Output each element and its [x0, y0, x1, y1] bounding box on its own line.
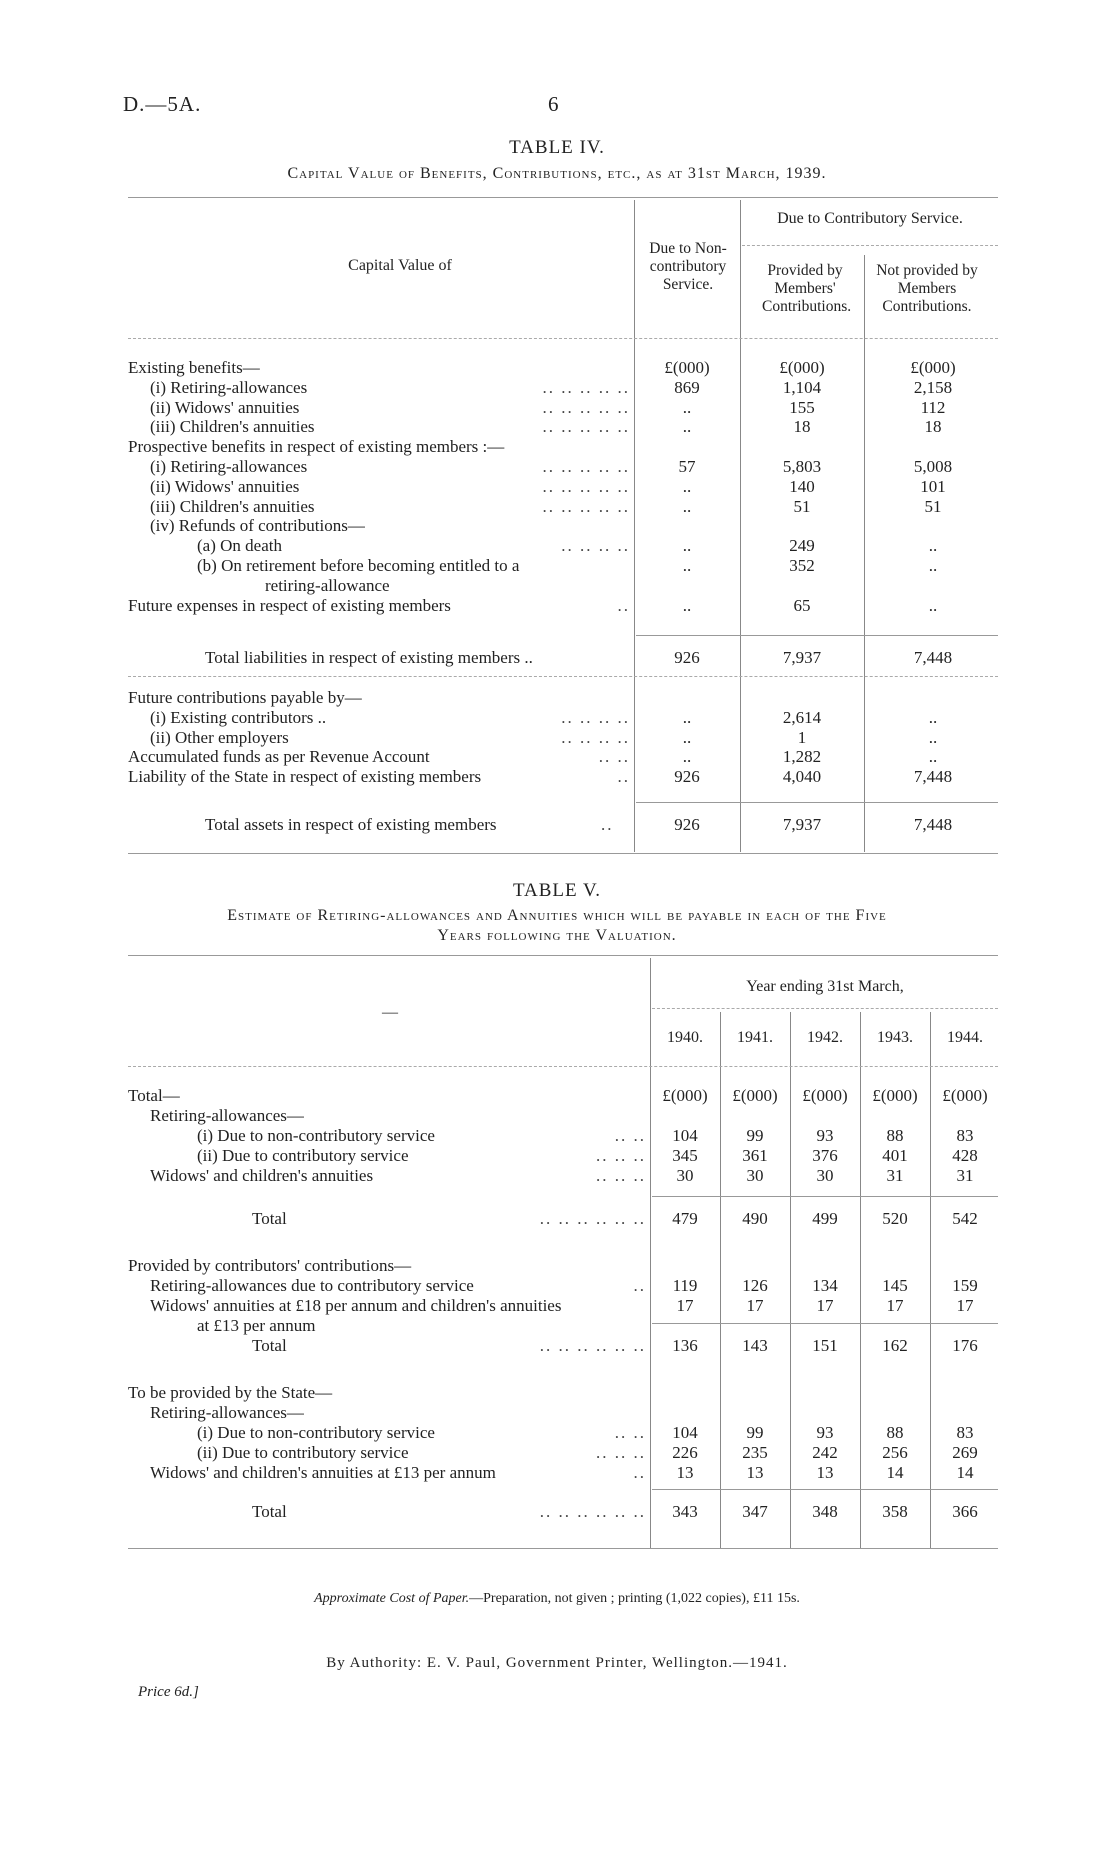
- table5-row-value: 17: [816, 1296, 834, 1315]
- table5-total3-label: Total: [252, 1502, 287, 1521]
- table4-row-label: retiring-allowance: [265, 575, 390, 595]
- table5-total2-value: 176: [952, 1336, 978, 1355]
- table5-row: [0, 1316, 1114, 1336]
- table5-subtitle-line2: Years following the Valuation.: [437, 927, 677, 944]
- table4-row: [0, 728, 1114, 748]
- table4-row-value: ..: [682, 476, 692, 496]
- table5-row-value: 30: [676, 1166, 694, 1185]
- table5-row-value: 88: [886, 1423, 904, 1442]
- table5-row-label: at £13 per annum: [197, 1316, 316, 1335]
- table4-row-value: 5,008: [913, 457, 953, 476]
- table4-row-leader-dots: .. ..: [598, 747, 630, 767]
- table4-row-value: 57: [678, 457, 696, 476]
- table4-header-provided: Provided by Members' Contributions.: [762, 262, 852, 315]
- table5-row-value: 88: [886, 1126, 904, 1145]
- table5-total3-value: 366: [952, 1502, 978, 1521]
- table4-row-label: (i) Existing contributors ..: [150, 707, 327, 727]
- table5-row-label: Retiring-allowances—: [150, 1106, 304, 1125]
- table5-total1-value: 499: [812, 1209, 838, 1228]
- table4-top-rule: [128, 197, 998, 198]
- table5-row-label: To be provided by the State—: [128, 1383, 333, 1402]
- table4-row-value: 1: [797, 727, 807, 747]
- table5-row-leader-dots: ..: [633, 1276, 646, 1295]
- table4-total-assets-a: 926: [674, 815, 700, 834]
- table4-row-value: 352: [789, 556, 815, 575]
- table5-row-value: 145: [882, 1276, 908, 1295]
- table5-total1-row: [0, 1209, 1114, 1229]
- table4-row-label: Accumulated funds as per Revenue Account: [128, 747, 430, 767]
- table5-row-value: 376: [812, 1146, 838, 1165]
- table4-row: [0, 516, 1114, 536]
- table4-row-leader-dots: .. .. .. .. ..: [542, 377, 630, 397]
- table4-row-label: Future expenses in respect of existing members: [128, 595, 451, 615]
- table5-row-value: 83: [956, 1126, 974, 1145]
- table5-header-dash: —: [382, 1004, 398, 1021]
- table4-row-leader-dots: .. .. .. ..: [561, 536, 630, 556]
- table4-row-label: (iv) Refunds of contributions—: [150, 516, 365, 536]
- table5-row-value: 126: [742, 1276, 768, 1295]
- table5-total1-rule: [652, 1196, 998, 1197]
- table5-subtitle-line1: Estimate of Retiring-allowances and Annuities which will be payable in each of the Five: [227, 907, 887, 924]
- table5-header-rule: [128, 1066, 998, 1067]
- table4-row-label: Future contributions payable by—: [128, 688, 362, 707]
- table5-total2-label: Total: [252, 1336, 287, 1355]
- table5-total1-value: 479: [672, 1209, 698, 1228]
- table4-row-label: (iii) Children's annuities: [150, 496, 315, 516]
- table4-row-value: 112: [920, 397, 946, 417]
- table4-row: [0, 477, 1114, 497]
- table4-row-leader-dots: ..: [617, 595, 630, 615]
- table4-row: [0, 556, 1114, 576]
- table5-row-label: Provided by contributors' contributions—: [128, 1256, 412, 1275]
- table5-bottom-rule: [128, 1548, 998, 1549]
- paper-cost-text: —Preparation, not given ; printing (1,022 copies), £11 15s.: [469, 1591, 800, 1606]
- table5-total1-value: 542: [952, 1209, 978, 1228]
- table5-row: [0, 1276, 1114, 1296]
- table5-total1-dots: .. .. .. .. .. ..: [539, 1209, 646, 1228]
- table5-total3-value: 358: [882, 1502, 908, 1521]
- table4-group-rule: [742, 245, 998, 246]
- table4-row-leader-dots: ..: [617, 767, 630, 787]
- table4-row-label: (b) On retirement before becoming entitled to a: [197, 556, 520, 575]
- page-number: 6: [548, 92, 559, 116]
- table5-total2-value: 162: [882, 1336, 908, 1355]
- table5-row-value: £(000): [872, 1086, 918, 1105]
- table5-row-label: Total—: [128, 1086, 180, 1105]
- table4-row-value: ..: [682, 707, 692, 727]
- table5-row-value: 99: [746, 1423, 764, 1442]
- table5-row-value: 345: [672, 1146, 698, 1165]
- table4-row-value: 51: [924, 496, 942, 516]
- table5-total3-rule: [652, 1489, 998, 1490]
- table5-row-leader-dots: .. .. ..: [596, 1166, 646, 1185]
- table4-row-value: 51: [793, 496, 811, 516]
- table4-row-value: £(000): [779, 358, 825, 377]
- table4-row-value: ..: [682, 397, 692, 417]
- table4-row: [0, 358, 1114, 378]
- table4-header-notprovided: Not provided by Members Contributions.: [876, 262, 978, 315]
- table5-row-label: Retiring-allowances—: [150, 1403, 304, 1422]
- table5-row: [0, 1126, 1114, 1146]
- table4-header-rule: [128, 338, 998, 339]
- table5-row-value: 31: [886, 1166, 904, 1185]
- table5-row-value: 13: [746, 1463, 764, 1482]
- table5-total3-value: 347: [742, 1502, 768, 1521]
- table4-row: [0, 688, 1114, 708]
- table5-row: [0, 1403, 1114, 1423]
- table4-row-value: ..: [928, 536, 938, 556]
- table5-row-value: 401: [882, 1146, 908, 1165]
- table5-row-value: 31: [956, 1166, 974, 1185]
- table4-row: [0, 596, 1114, 616]
- table5-total2-value: 143: [742, 1336, 768, 1355]
- table5-row-label: Widows' annuities at £18 per annum and children's annuities: [150, 1296, 562, 1315]
- table5-row-value: 256: [882, 1443, 908, 1462]
- table5-row-value: 104: [672, 1423, 698, 1442]
- table5-row-value: 269: [952, 1443, 978, 1462]
- table4-title: TABLE IV.: [509, 137, 605, 158]
- table5-row: [0, 1256, 1114, 1276]
- table5-header-year-group: Year ending 31st March,: [746, 978, 904, 995]
- table5-total2-dots: .. .. .. .. .. ..: [539, 1336, 646, 1355]
- table5-year-header: 1941.: [737, 1029, 773, 1046]
- table5-row: [0, 1086, 1114, 1106]
- table4-row: [0, 417, 1114, 437]
- table5-row-value: 159: [952, 1276, 978, 1295]
- table4-row: [0, 536, 1114, 556]
- table4-total-liabilities-b: 7,937: [782, 648, 822, 667]
- table4-row-leader-dots: .. .. .. ..: [561, 707, 630, 727]
- table5-title: TABLE V.: [512, 880, 602, 901]
- table5-row-value: 93: [816, 1423, 834, 1442]
- table4-total-assets-dots: ..: [601, 815, 614, 834]
- table4-row-value: 869: [674, 377, 700, 397]
- table4-row-value: 65: [793, 595, 811, 615]
- table4-row-label: (ii) Widows' annuities: [150, 397, 300, 417]
- table5-row: [0, 1423, 1114, 1443]
- table4-header-contrib: Due to Contributory Service.: [777, 210, 963, 227]
- table4-row-label: (ii) Widows' annuities: [150, 476, 300, 496]
- table5-row-leader-dots: ..: [633, 1463, 646, 1482]
- table5-total2-row: [0, 1336, 1114, 1356]
- table5-group-rule: [652, 1008, 998, 1009]
- paper-cost-note: [0, 1591, 1114, 1607]
- table4-row-value: ..: [682, 417, 692, 437]
- table5-total1-label: Total: [252, 1209, 287, 1228]
- table5-row-value: 30: [746, 1166, 764, 1185]
- table4-row-value: 249: [789, 536, 815, 556]
- table4-row-value: ..: [682, 556, 692, 575]
- table4-row-label: (a) On death: [197, 536, 282, 556]
- table5-row-label: Widows' and children's annuities at £13 per annum: [150, 1463, 496, 1482]
- table4-row-label: (i) Retiring-allowances: [150, 457, 308, 476]
- table5-row-value: 13: [816, 1463, 834, 1482]
- table5-row-value: 134: [812, 1276, 838, 1295]
- table4-total-liabilities-c: 7,448: [913, 648, 953, 667]
- table4-row-value: 140: [789, 476, 815, 496]
- table5-top-rule: [128, 955, 998, 956]
- table5-row-value: 17: [956, 1296, 974, 1315]
- table4-row-leader-dots: .. .. .. .. ..: [542, 417, 630, 437]
- table4-row-value: 101: [920, 476, 946, 496]
- table4-row-leader-dots: .. .. .. .. ..: [542, 476, 630, 496]
- table5-total2-value: 151: [812, 1336, 838, 1355]
- table5-total1-value: 490: [742, 1209, 768, 1228]
- table5-row-value: 104: [672, 1126, 698, 1145]
- table4-row-value: ..: [928, 747, 938, 767]
- table5-row: [0, 1383, 1114, 1403]
- table4-row-value: ..: [682, 536, 692, 556]
- table5-total1-value: 520: [882, 1209, 908, 1228]
- table5-total3-dots: .. .. .. .. .. ..: [539, 1502, 646, 1521]
- table4-row-value: 4,040: [782, 767, 822, 787]
- table5-row-label: (ii) Due to contributory service: [197, 1443, 409, 1462]
- table4-row-value: 1,104: [782, 377, 822, 397]
- table5-total3-value: 343: [672, 1502, 698, 1521]
- table5-row-leader-dots: .. ..: [614, 1126, 646, 1145]
- table5-row-value: 14: [886, 1463, 904, 1482]
- table5-row: [0, 1463, 1114, 1483]
- table4-total-liabilities-a: 926: [674, 648, 700, 667]
- table5-row: [0, 1106, 1114, 1126]
- table4-mid-rule: [128, 676, 998, 677]
- table5-total3-value: 348: [812, 1502, 838, 1521]
- table4-total-liabilities-row: [0, 648, 1114, 668]
- table4-row-label: (i) Retiring-allowances: [150, 377, 308, 397]
- table4-row: [0, 398, 1114, 418]
- table5-row-value: £(000): [662, 1086, 708, 1105]
- table5-year-header: 1940.: [667, 1029, 703, 1046]
- table4-row-label: Existing benefits—: [128, 358, 260, 377]
- table5-total2-rule: [652, 1323, 998, 1324]
- table5-row-value: 119: [672, 1276, 698, 1295]
- table4-row-value: 926: [674, 767, 700, 787]
- table5-row-label: (i) Due to non-contributory service: [197, 1423, 435, 1442]
- table5-year-header: 1942.: [807, 1029, 843, 1046]
- table5-row-value: 30: [816, 1166, 834, 1185]
- table4-subtitle: Capital Value of Benefits, Contributions, etc., as at 31st March, 1939.: [287, 165, 827, 182]
- table4-subtotal-rule-1: [636, 635, 998, 636]
- table4-subtotal-rule-2: [636, 802, 998, 803]
- page-reference: D.—5A.: [123, 92, 202, 116]
- table5-row-leader-dots: .. ..: [614, 1423, 646, 1442]
- table5-row-label: (i) Due to non-contributory service: [197, 1126, 435, 1145]
- table5-row-leader-dots: .. .. ..: [596, 1443, 646, 1462]
- table5-row-value: 235: [742, 1443, 768, 1462]
- table4-header-noncontrib: Due to Non-contributory Service.: [649, 240, 727, 293]
- table5-row: [0, 1296, 1114, 1316]
- table5-row: [0, 1443, 1114, 1463]
- table4-bottom-rule: [128, 853, 998, 854]
- table5-row-value: 17: [746, 1296, 764, 1315]
- table5-row-value: 99: [746, 1126, 764, 1145]
- table4-row-value: £(000): [910, 358, 956, 377]
- table5-total3-row: [0, 1502, 1114, 1522]
- price-note: Price 6d.]: [138, 1684, 199, 1700]
- table4-row-value: ..: [682, 747, 692, 767]
- table4-row: [0, 497, 1114, 517]
- table5-row-value: 226: [672, 1443, 698, 1462]
- table5-row: [0, 1166, 1114, 1186]
- table5-row: [0, 1146, 1114, 1166]
- table4-row-value: ..: [682, 496, 692, 516]
- table4-total-assets-b: 7,937: [782, 815, 822, 834]
- table4-row: [0, 378, 1114, 398]
- table4-row-value: ..: [682, 727, 692, 747]
- table4-row-leader-dots: .. .. .. .. ..: [542, 457, 630, 476]
- table4-row-value: ..: [928, 556, 938, 575]
- table4-row-label: (ii) Other employers: [150, 727, 289, 747]
- table4-total-assets-row: [0, 815, 1114, 835]
- table4-row-value: 2,158: [913, 377, 953, 397]
- table5-row-value: £(000): [942, 1086, 988, 1105]
- table5-row-value: £(000): [732, 1086, 778, 1105]
- table5-row-value: 361: [742, 1146, 768, 1165]
- table4-row-value: ..: [928, 727, 938, 747]
- table5-row-value: 428: [952, 1146, 978, 1165]
- table4-row-label: Liability of the State in respect of existing members: [128, 767, 482, 787]
- table4-row-leader-dots: .. .. .. ..: [561, 727, 630, 747]
- table4-row-value: ..: [928, 707, 938, 727]
- table4-row-value: 155: [789, 397, 815, 417]
- table5-year-header: 1943.: [877, 1029, 913, 1046]
- table5-row-value: 13: [676, 1463, 694, 1482]
- table5-row-value: £(000): [802, 1086, 848, 1105]
- table4-row: [0, 767, 1114, 787]
- printer-authority: By Authority: E. V. Paul, Government Printer, Wellington.—1941.: [326, 1655, 788, 1671]
- table4-row-value: £(000): [664, 358, 710, 377]
- table4-row-label: Prospective benefits in respect of existing members :—: [128, 437, 505, 457]
- table4-row-value: 1,282: [782, 747, 822, 767]
- table4-row-value: ..: [682, 595, 692, 615]
- table5-row-label: (ii) Due to contributory service: [197, 1146, 409, 1165]
- table5-row-label: Retiring-allowances due to contributory service: [150, 1276, 474, 1295]
- table4-row-value: 18: [924, 417, 942, 437]
- table5-year-header: 1944.: [947, 1029, 983, 1046]
- table4-header-capital: Capital Value of: [348, 257, 452, 274]
- table4-row-label: (iii) Children's annuities: [150, 417, 315, 437]
- table4-row-value: 7,448: [913, 767, 953, 787]
- table5-row-value: 14: [956, 1463, 974, 1482]
- table4-total-assets-c: 7,448: [913, 815, 953, 834]
- table4-row-value: 18: [793, 417, 811, 437]
- table4-row-value: 2,614: [782, 707, 822, 727]
- table4-row: [0, 576, 1114, 596]
- table4-row-leader-dots: .. .. .. .. ..: [542, 397, 630, 417]
- table4-total-liabilities-label: Total liabilities in respect of existing members ..: [205, 648, 533, 667]
- table4-row: [0, 437, 1114, 457]
- paper-cost-label: Approximate Cost of Paper.: [314, 1591, 470, 1606]
- table5-row-value: 17: [886, 1296, 904, 1315]
- table5-row-value: 83: [956, 1423, 974, 1442]
- table4-row: [0, 708, 1114, 728]
- table5-row-value: 242: [812, 1443, 838, 1462]
- table4-row-value: ..: [928, 595, 938, 615]
- table5-row-value: 93: [816, 1126, 834, 1145]
- table4-row: [0, 747, 1114, 767]
- table5-row-label: Widows' and children's annuities: [150, 1166, 374, 1185]
- table5-row-value: 17: [676, 1296, 694, 1315]
- table4-row-value: 5,803: [782, 457, 822, 476]
- table4-total-assets-label: Total assets in respect of existing members: [205, 815, 497, 834]
- table4-row-leader-dots: .. .. .. .. ..: [542, 496, 630, 516]
- table4-row: [0, 457, 1114, 477]
- table5-row-leader-dots: .. .. ..: [596, 1146, 646, 1165]
- table5-total2-value: 136: [672, 1336, 698, 1355]
